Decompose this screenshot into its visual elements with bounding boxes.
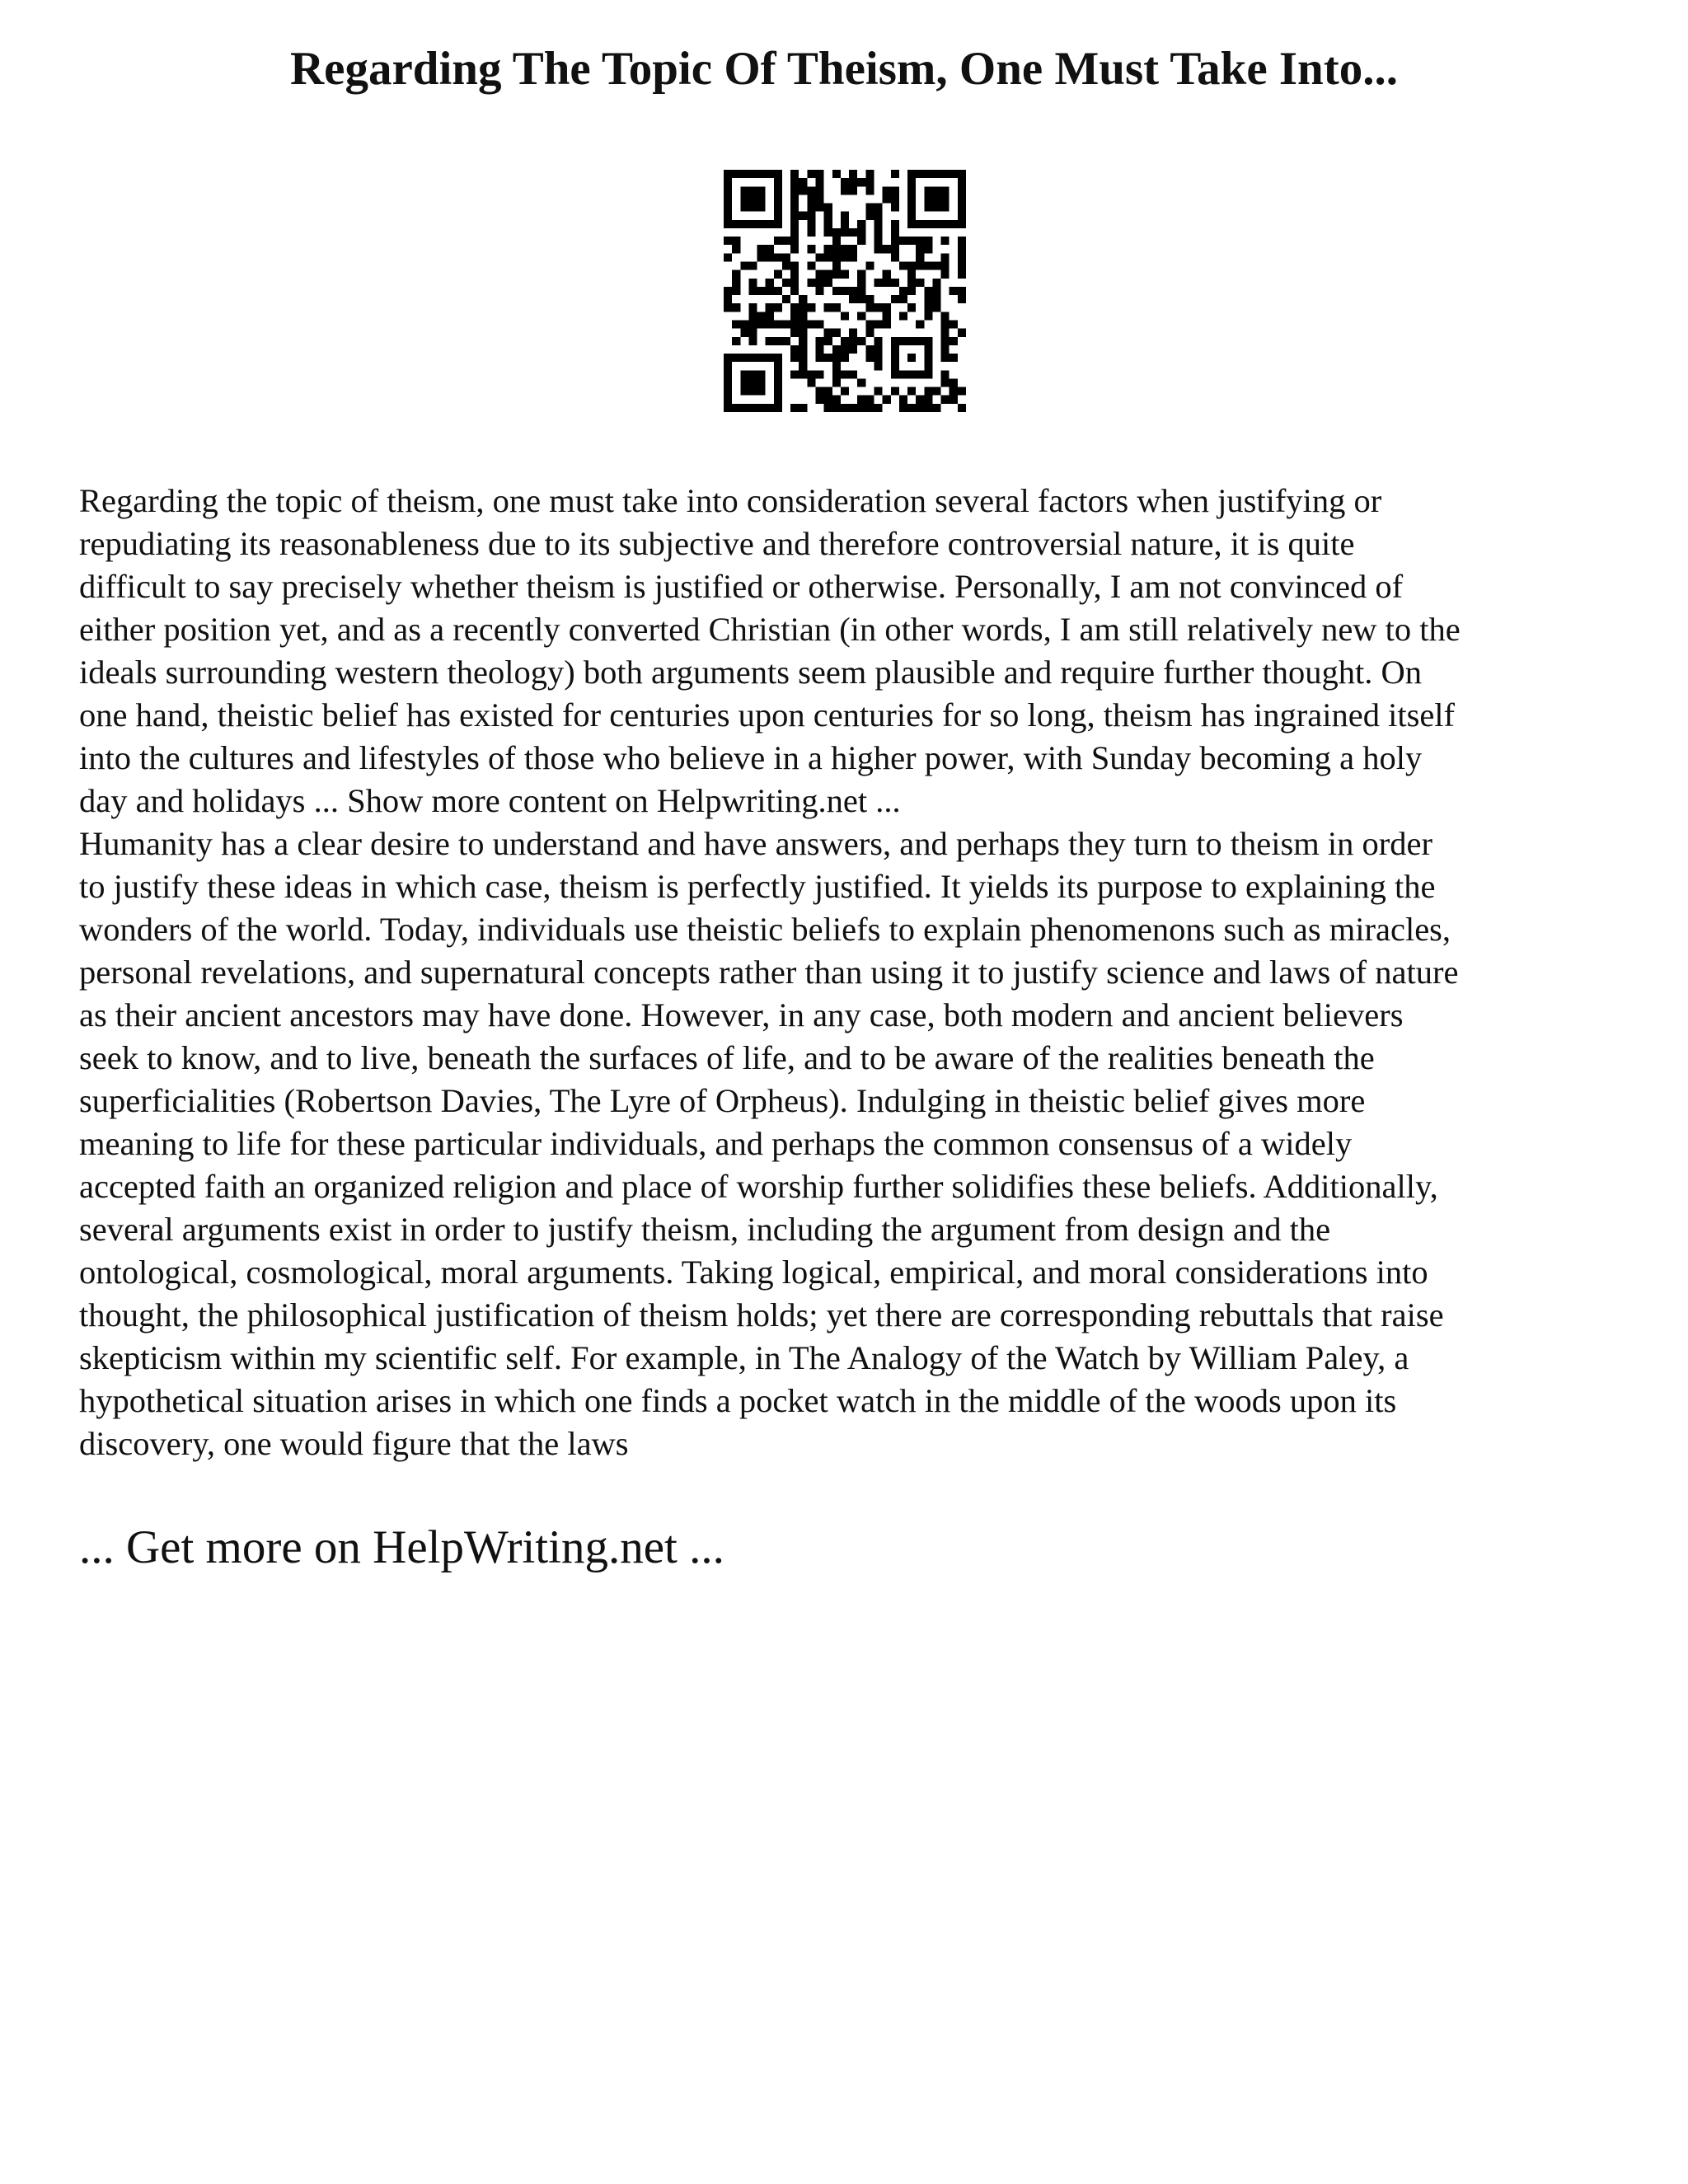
- get-more-link[interactable]: ... Get more on HelpWriting.net ...: [79, 1521, 724, 1573]
- page-title: Regarding The Topic Of Theism, One Must Take Into...: [289, 43, 1398, 95]
- document-body: Regarding the topic of theism, one must take into consideration several factors when justifying or repudiating its reasonableness due to its subjective and therefore controversial nature, it is quite difficult to say precisely whether theism is justified or otherwise. Personally, I am not convinced of either position yet, and as a recently converted Christian (in other words, I am still relatively new to the ideals surrounding western theology) both arguments seem plausible and require further thought. On one hand, theistic belief has existed for centuries upon centuries for so long, theism has ingrained itself into the cultures and lifestyles of those who believe in a higher power, with Sunday becoming a holy day and holidays ... Show more content on Helpwriting.net ... Humanity has a clear desire to understand and have answers, and perhaps they turn to theism in order to justify these ideas in which case, theism is perfectly justified. It yields its purpose to explaining the wonders of the world. Today, individuals use theistic beliefs to explain phenomenons such as miracles, personal revelations, and supernatural concepts rather than using it to justify science and laws of nature as their ancient ancestors may have done. However, in any case, both modern and ancient believers seek to know, and to live, beneath the surfaces of life, and to be aware of the realities beneath the superficialities (Robertson Davies, The Lyre of Orpheus). Indulging in theistic belief gives more meaning to life for these particular individuals, and perhaps the common consensus of a widely accepted faith an organized religion and place of worship further solidifies these beliefs. Additionally, several arguments exist in order to justify theism, including the argument from design and the ontological, cosmological, moral arguments. Taking logical, empirical, and moral considerations into thought, the philosophical justification of theism holds; yet there are corresponding rebuttals that raise skepticism within my scientific self. For example, in The Analogy of the Watch by William Paley, a hypothetical situation arises in which one finds a pocket watch in the middle of the woods upon its discovery, one would figure that the laws: [79, 482, 1461, 1462]
- qr-code-icon: [724, 170, 966, 412]
